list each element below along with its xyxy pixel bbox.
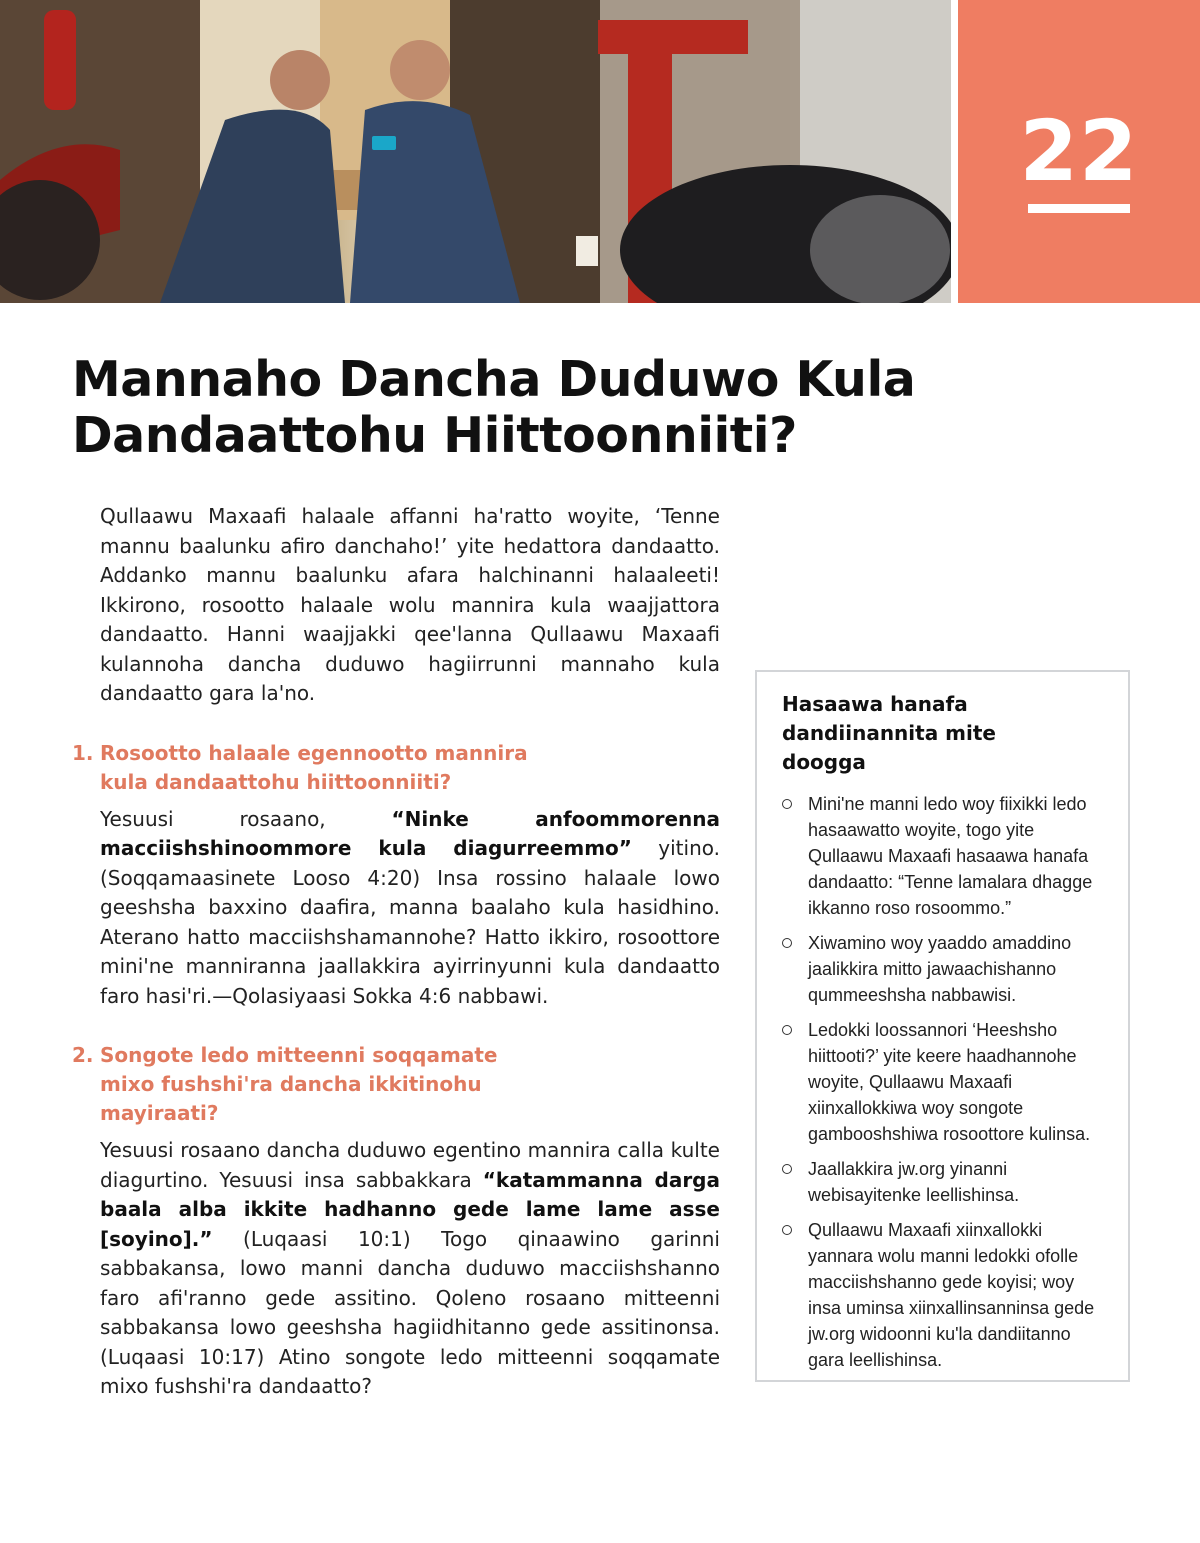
- list-item-text: Xiwamino woy yaaddo amaddino jaalikkira mitto jawaachishanno qummeeshsha nabbawisi.: [808, 933, 1072, 1005]
- circle-bullet-icon: [782, 1164, 792, 1174]
- chapter-rule: [1028, 204, 1130, 213]
- tips-sidebar: [755, 670, 1130, 1382]
- section-2-question-text: Songote ledo mitteenni soqqamate mixo fushshi'ra dancha ikkitinohu mayiraati?: [100, 1043, 498, 1125]
- section-1-bold-quote: “Ninke anfoommorenna macciishshinoommore kula diagurreemmo”: [100, 806, 720, 860]
- circle-bullet-icon: [782, 938, 792, 948]
- list-item-text: Ledokki loossannori ‘Heeshsho hiittooti?’ yite keere haadhannohe woyite, Qullaawu Maxaafi xiinxallokkiwa woy songote gambooshshiwa rosoottore kulinsa.: [808, 1020, 1091, 1144]
- chapter-number-box: [958, 0, 1200, 303]
- main-column: [72, 502, 720, 1402]
- list-item: [782, 1156, 1106, 1208]
- section-1-question: [72, 739, 720, 797]
- section-2-text-before: Yesuusi rosaano dancha duduwo egentino mannira calla kulte diagurtino. Yesuusi insa sabbakkara: [100, 1138, 720, 1192]
- section-2-number: 2.: [72, 1043, 94, 1067]
- circle-bullet-icon: [782, 1225, 792, 1235]
- list-item-text: Qullaawu Maxaafi xiinxallokki yannara wolu manni ledokki ofolle macciishshanno gede koyisi; woy insa uminsa xiinxallinsanninsa gede jw.org widoonni ku'la dandiitanno gara leellishinsa.: [808, 1220, 1095, 1370]
- hero-photo: [0, 0, 951, 303]
- section-1-text-before: Yesuusi rosaano,: [100, 806, 392, 831]
- garage-scene-illustration: [0, 0, 951, 303]
- section-1-number: 1.: [72, 740, 94, 765]
- section-1-text-after: yitino. (Soqqamaasinete Looso 4:20) Insa rossino halaale lowo geeshsha baxxino daafira, manna baalaho kula hasidhino. Aterano hatto macciishshamannohe? Hatto ikkiro, rosoottore mini'ne manniranna jaallakkira ayirrinyunni kula dandaatto faro hasi'ri.—Qolasiyaasi Sokka 4:6 nabbawi.: [100, 836, 720, 1008]
- title-line-1: Mannaho Dancha Duduwo Kula: [72, 351, 916, 408]
- list-item: [782, 1017, 1106, 1147]
- section-1-question-text: Rosootto halaale egennootto mannira kula dandaattohu hiittoonniiti?: [100, 740, 528, 794]
- circle-bullet-icon: [782, 799, 792, 809]
- list-item-text: Mini'ne manni ledo woy fiixikki ledo hasaawatto woyite, togo yite Qullaawu Maxaafi hasaawa hanafa dandaatto: “Tenne lamalara dhagge ikkanno roso rosoommo.”: [808, 794, 1093, 918]
- section-2-bold-quote: “katammanna darga baala alba ikkite hadhanno gede lame lame asse [soyino].”: [100, 1167, 720, 1251]
- list-item-text: Jaallakkira jw.org yinanni webisayitenke leellishinsa.: [808, 1159, 1020, 1205]
- section-2-paragraph: [100, 1136, 720, 1402]
- sidebar-title: Hasaawa hanafa dandiinannita mite doogga: [782, 692, 996, 774]
- section-2-question: [72, 1041, 720, 1128]
- list-item: [782, 930, 1106, 1008]
- intro-paragraph: Qullaawu Maxaafi halaale affanni ha'ratto woyite, ‘Tenne mannu baalunku afiro danchaho!’ yite hedattora dandaatto. Addanko mannu baalunku afara halchinanni halaaleeti! Ikkirono, rosootto halaale wolu mannira kula waajjattora dandaatto. Hanni waajjakki qee'lanna Qullaawu Maxaafi kulannoha dancha duduwo hagiirrunni mannaho kula dandaatto gara la'no.: [100, 504, 720, 705]
- page-title: [72, 352, 932, 464]
- circle-bullet-icon: [782, 1025, 792, 1035]
- chapter-number: 22: [1019, 102, 1139, 200]
- section-2-text-after: (Luqaasi 10:1) Togo qinaawino garinni sabbakansa, lowo manni dancha duduwo macciishshanno faro afi'ranno gede assitino. Qoleno rosaano mitteenni sabbakansa lowo geeshsha hagiidhitanno gede assitinonsa. (Luqaasi 10:17) Atino songote ledo mitteenni soqqamate mixo fushshi'ra dandaatto?: [100, 1226, 720, 1398]
- list-item: [782, 791, 1106, 921]
- title-line-2: Dandaattohu Hiittoonniiti?: [72, 407, 797, 464]
- sidebar-list: [782, 791, 1106, 1373]
- list-item: [782, 1217, 1106, 1373]
- section-1-paragraph: [100, 805, 720, 1012]
